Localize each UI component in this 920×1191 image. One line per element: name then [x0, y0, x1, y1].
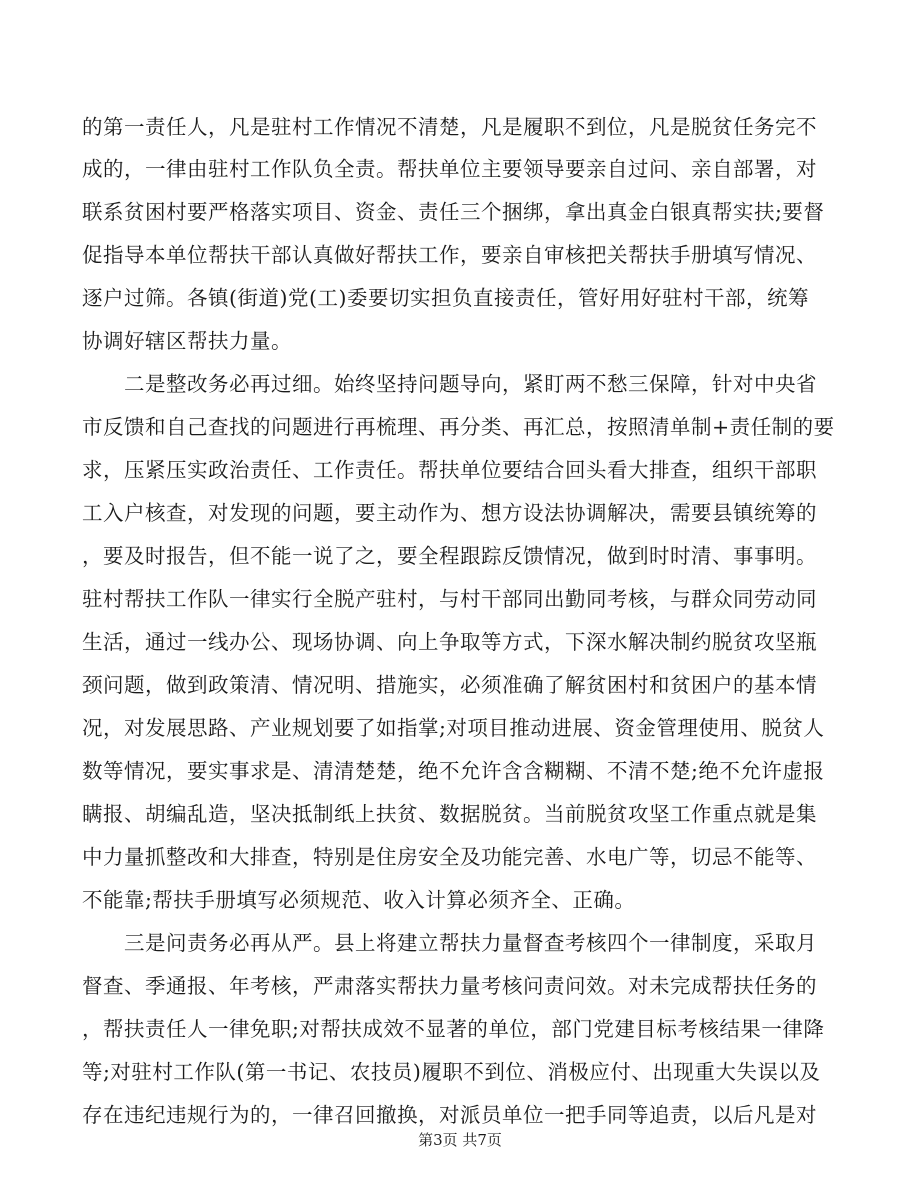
text-line: ，要及时报告，但不能一说了之，要全程跟踪反馈情况，做到时时清、事事明。 [82, 544, 817, 568]
text-line: 工入户核查，对发现的问题，要主动作为、想方设法协调解决，需要县镇统筹的 [82, 501, 817, 525]
text-line: 促指导本单位帮扶干部认真做好帮扶工作，要亲自审核把关帮扶手册填写情况、 [82, 243, 817, 267]
text-line: 逐户过筛。各镇(街道)党(工)委要切实担负直接责任，管好用好驻村干部，统筹 [82, 286, 809, 310]
text-line: 存在违纪违规行为的，一律召回撤换，对派员单位一把手同等追责，以后凡是对 [82, 1103, 817, 1127]
text-line: ，帮扶责任人一律免职;对帮扶成效不显著的单位，部门党建目标考核结果一律降 [82, 1017, 825, 1041]
text-line: 市反馈和自己查找的问题进行再梳理、再分类、再汇总，按照清单制+责任制的要 [82, 415, 835, 439]
text-line: 成的，一律由驻村工作队负全责。帮扶单位主要领导要亲自过问、亲自部署，对 [82, 157, 817, 181]
text-line: 颈问题，做到政策清、情况明、措施实，必须准确了解贫困村和贫困户的基本情 [82, 673, 817, 697]
page-number-footer: 第3页 共7页 [418, 1131, 502, 1149]
text-line: 督查、季通报、年考核，严肃落实帮扶力量考核问责问效。对未完成帮扶任务的 [82, 974, 817, 998]
text-line: 联系贫困村要严格落实项目、资金、责任三个捆绑，拿出真金白银真帮实扶;要督 [82, 200, 825, 224]
text-line: 协调好辖区帮扶力量。 [82, 329, 292, 353]
text-line: 瞒报、胡编乱造，坚决抵制纸上扶贫、数据脱贫。当前脱贫攻坚工作重点就是集 [82, 802, 817, 826]
text-line: 不能靠;帮扶手册填写必须规范、收入计算必须齐全、正确。 [82, 888, 636, 912]
text-line: 驻村帮扶工作队一律实行全脱产驻村，与村干部同出勤同考核，与群众同劳动同 [82, 587, 817, 611]
text-line: 三是问责务必再从严。县上将建立帮扶力量督查考核四个一律制度，采取月 [124, 931, 817, 955]
text-line: 生活，通过一线办公、现场协调、向上争取等方式，下深水解决制约脱贫攻坚瓶 [82, 630, 817, 654]
text-line: 求，压紧压实政治责任、工作责任。帮扶单位要结合回头看大排查，组织干部职 [82, 458, 817, 482]
text-line: 中力量抓整改和大排查，特别是住房安全及功能完善、水电广等，切忌不能等、 [82, 845, 817, 869]
text-line: 数等情况，要实事求是、清清楚楚，绝不允许含含糊糊、不清不楚;绝不允许虚报 [82, 759, 825, 783]
text-line: 况，对发展思路、产业规划要了如指掌;对项目推动进展、资金管理使用、脱贫人 [82, 716, 825, 740]
text-line: 二是整改务必再过细。始终坚持问题导向，紧盯两不愁三保障，针对中央省 [124, 372, 817, 396]
text-line: 的第一责任人，凡是驻村工作情况不清楚，凡是履职不到位，凡是脱贫任务完不 [82, 115, 817, 139]
text-line: 等;对驻村工作队(第一书记、农技员)履职不到位、消极应付、出现重大失误以及 [82, 1060, 821, 1084]
